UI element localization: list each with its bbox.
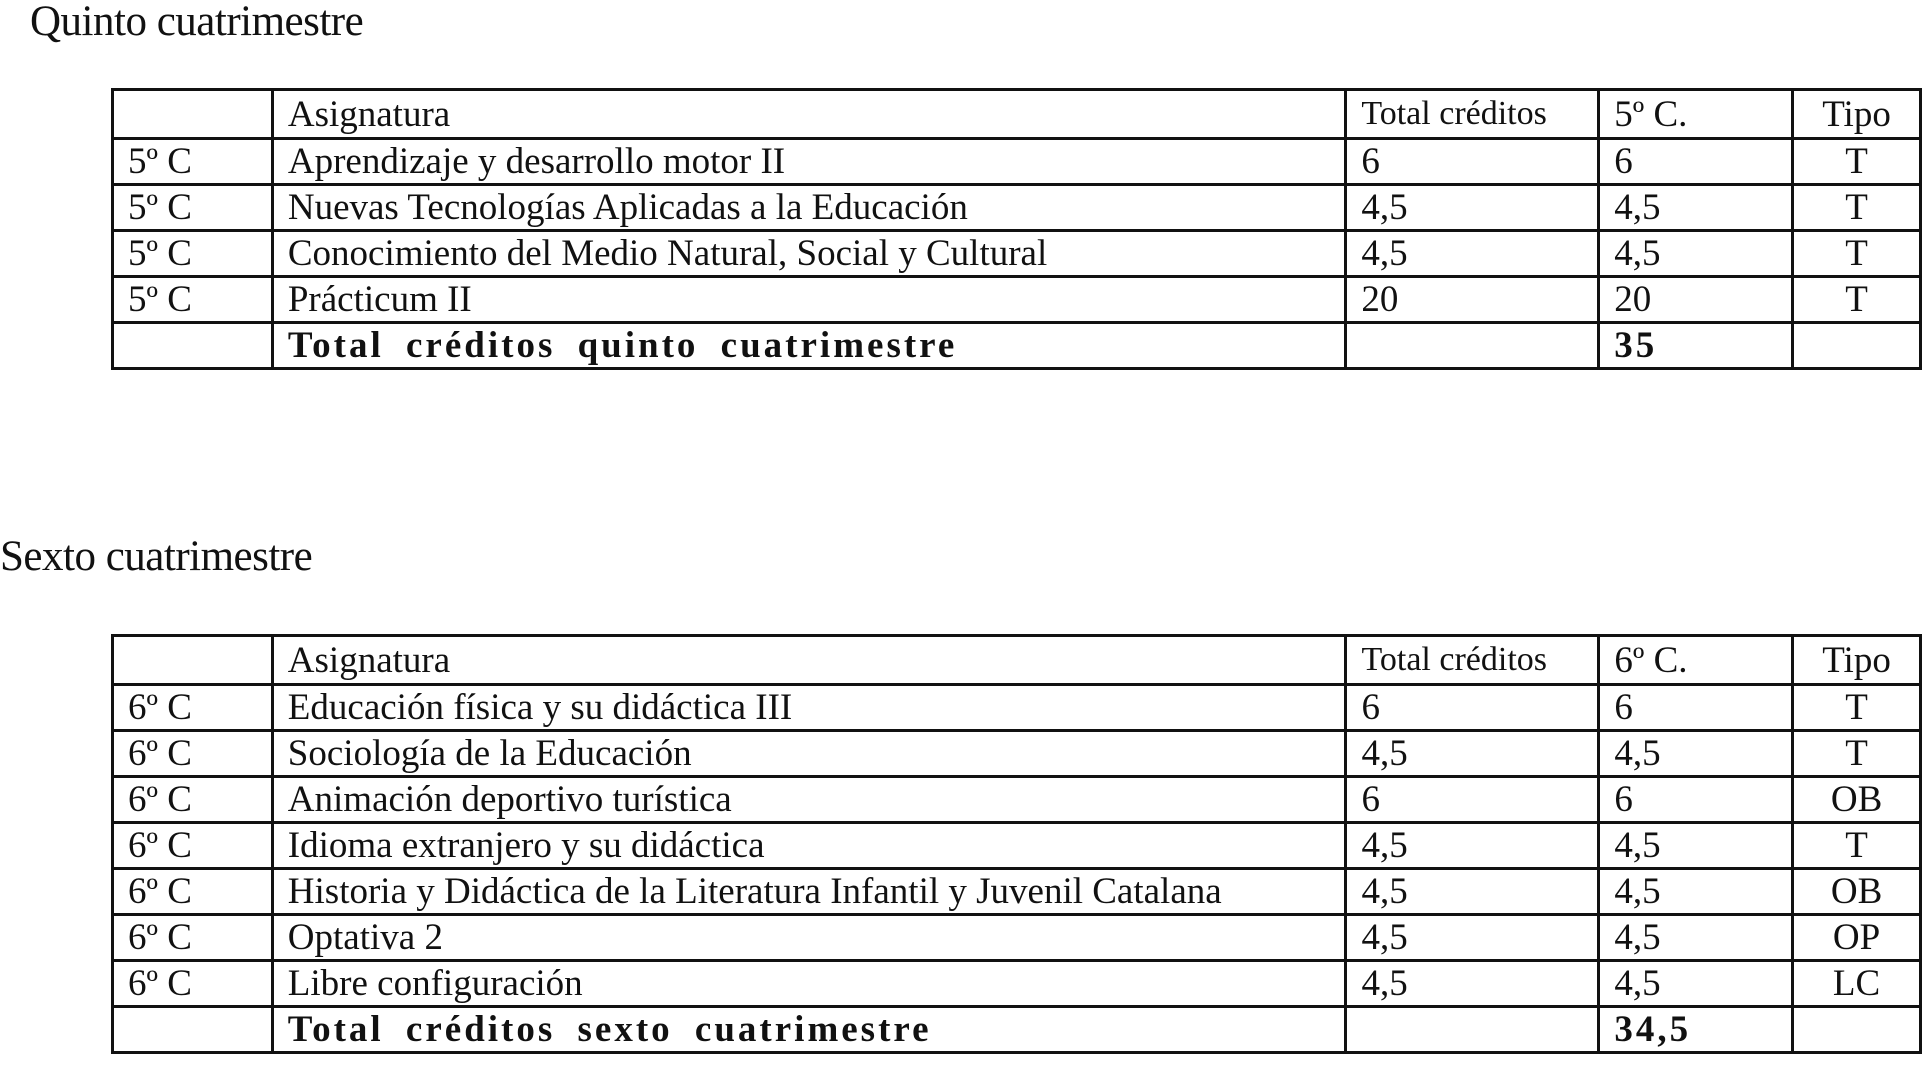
cell-asignatura: Optativa 2 (272, 915, 1346, 961)
table-row (113, 823, 1921, 869)
table-row (113, 139, 1921, 185)
table-row (113, 277, 1921, 323)
cell-total-creditos: 4,5 (1346, 823, 1599, 869)
cell-periodo: 6º C (113, 961, 273, 1007)
header-cuatrimestre: 5º C. (1599, 90, 1793, 139)
total-label: Total créditos sexto cuatrimestre (272, 1007, 1346, 1053)
cell-periodo: 6º C (113, 777, 273, 823)
table-total-row (113, 323, 1921, 369)
cell-periodo: 6º C (113, 685, 273, 731)
section-title-sexto: Sexto cuatrimestre (0, 533, 313, 580)
total-blank-cell (113, 323, 273, 369)
cell-periodo: 5º C (113, 277, 273, 323)
cell-asignatura: Conocimiento del Medio Natural, Social y Cultural (272, 231, 1345, 277)
cell-tipo: T (1793, 731, 1921, 777)
cell-asignatura: Libre configuración (272, 961, 1346, 1007)
cell-creditos: 4,5 (1599, 185, 1793, 231)
cell-total-creditos: 6 (1346, 685, 1599, 731)
cell-creditos: 6 (1599, 139, 1793, 185)
header-blank-cell (113, 90, 273, 139)
cell-creditos: 4,5 (1599, 869, 1793, 915)
header-tipo: Tipo (1793, 90, 1921, 139)
header-cuatrimestre: 6º C. (1599, 636, 1793, 685)
cell-periodo: 6º C (113, 823, 273, 869)
cell-creditos: 4,5 (1599, 731, 1793, 777)
table-row (113, 961, 1921, 1007)
cell-tipo: T (1793, 277, 1921, 323)
header-blank-cell (113, 636, 273, 685)
cell-total-creditos: 6 (1346, 777, 1599, 823)
header-total-creditos: Total créditos (1346, 90, 1599, 139)
cell-asignatura: Nuevas Tecnologías Aplicadas a la Educación (272, 185, 1345, 231)
table-row (113, 731, 1921, 777)
cell-asignatura: Aprendizaje y desarrollo motor II (272, 139, 1345, 185)
cell-periodo: 5º C (113, 231, 273, 277)
cell-creditos: 4,5 (1599, 823, 1793, 869)
section-title-quinto: Quinto cuatrimestre (30, 0, 364, 45)
cell-total-creditos: 4,5 (1346, 185, 1599, 231)
table-row (113, 915, 1921, 961)
cell-tipo: T (1793, 685, 1921, 731)
cell-periodo: 6º C (113, 915, 273, 961)
cell-total-creditos: 4,5 (1346, 869, 1599, 915)
total-blank-cell (113, 1007, 273, 1053)
table-header-row (113, 636, 1921, 685)
total-blank-cell (1793, 1007, 1921, 1053)
table-row (113, 777, 1921, 823)
cell-tipo: OP (1793, 915, 1921, 961)
table-row (113, 685, 1921, 731)
total-value: 34,5 (1599, 1007, 1793, 1053)
cell-tipo: LC (1793, 961, 1921, 1007)
cell-asignatura: Idioma extranjero y su didáctica (272, 823, 1346, 869)
table-row (113, 185, 1921, 231)
total-blank-cell (1346, 323, 1599, 369)
cell-periodo: 6º C (113, 731, 273, 777)
table-row (113, 231, 1921, 277)
cell-creditos: 20 (1599, 277, 1793, 323)
total-value: 35 (1599, 323, 1793, 369)
header-asignatura: Asignatura (272, 90, 1345, 139)
total-label: Total créditos quinto cuatrimestre (272, 323, 1345, 369)
cell-total-creditos: 4,5 (1346, 915, 1599, 961)
total-blank-cell (1793, 323, 1921, 369)
cell-creditos: 4,5 (1599, 961, 1793, 1007)
cell-tipo: OB (1793, 869, 1921, 915)
cell-creditos: 6 (1599, 777, 1793, 823)
cell-total-creditos: 6 (1346, 139, 1599, 185)
table-sexto-cuatrimestre (111, 634, 1922, 1054)
cell-asignatura: Animación deportivo turística (272, 777, 1346, 823)
cell-tipo: T (1793, 185, 1921, 231)
header-asignatura: Asignatura (272, 636, 1346, 685)
table-row (113, 869, 1921, 915)
total-blank-cell (1346, 1007, 1599, 1053)
header-total-creditos: Total créditos (1346, 636, 1599, 685)
cell-total-creditos: 4,5 (1346, 961, 1599, 1007)
cell-tipo: T (1793, 231, 1921, 277)
table-total-row (113, 1007, 1921, 1053)
cell-tipo: OB (1793, 777, 1921, 823)
cell-creditos: 4,5 (1599, 915, 1793, 961)
cell-periodo: 5º C (113, 185, 273, 231)
table-header-row (113, 90, 1921, 139)
cell-total-creditos: 4,5 (1346, 231, 1599, 277)
cell-tipo: T (1793, 823, 1921, 869)
cell-total-creditos: 4,5 (1346, 731, 1599, 777)
header-tipo: Tipo (1793, 636, 1921, 685)
cell-tipo: T (1793, 139, 1921, 185)
cell-asignatura: Historia y Didáctica de la Literatura Infantil y Juvenil Catalana (272, 869, 1346, 915)
cell-asignatura: Educación física y su didáctica III (272, 685, 1346, 731)
cell-asignatura: Sociología de la Educación (272, 731, 1346, 777)
cell-creditos: 4,5 (1599, 231, 1793, 277)
cell-total-creditos: 20 (1346, 277, 1599, 323)
table-quinto-cuatrimestre (111, 88, 1922, 370)
cell-creditos: 6 (1599, 685, 1793, 731)
cell-periodo: 5º C (113, 139, 273, 185)
cell-periodo: 6º C (113, 869, 273, 915)
cell-asignatura: Prácticum II (272, 277, 1345, 323)
